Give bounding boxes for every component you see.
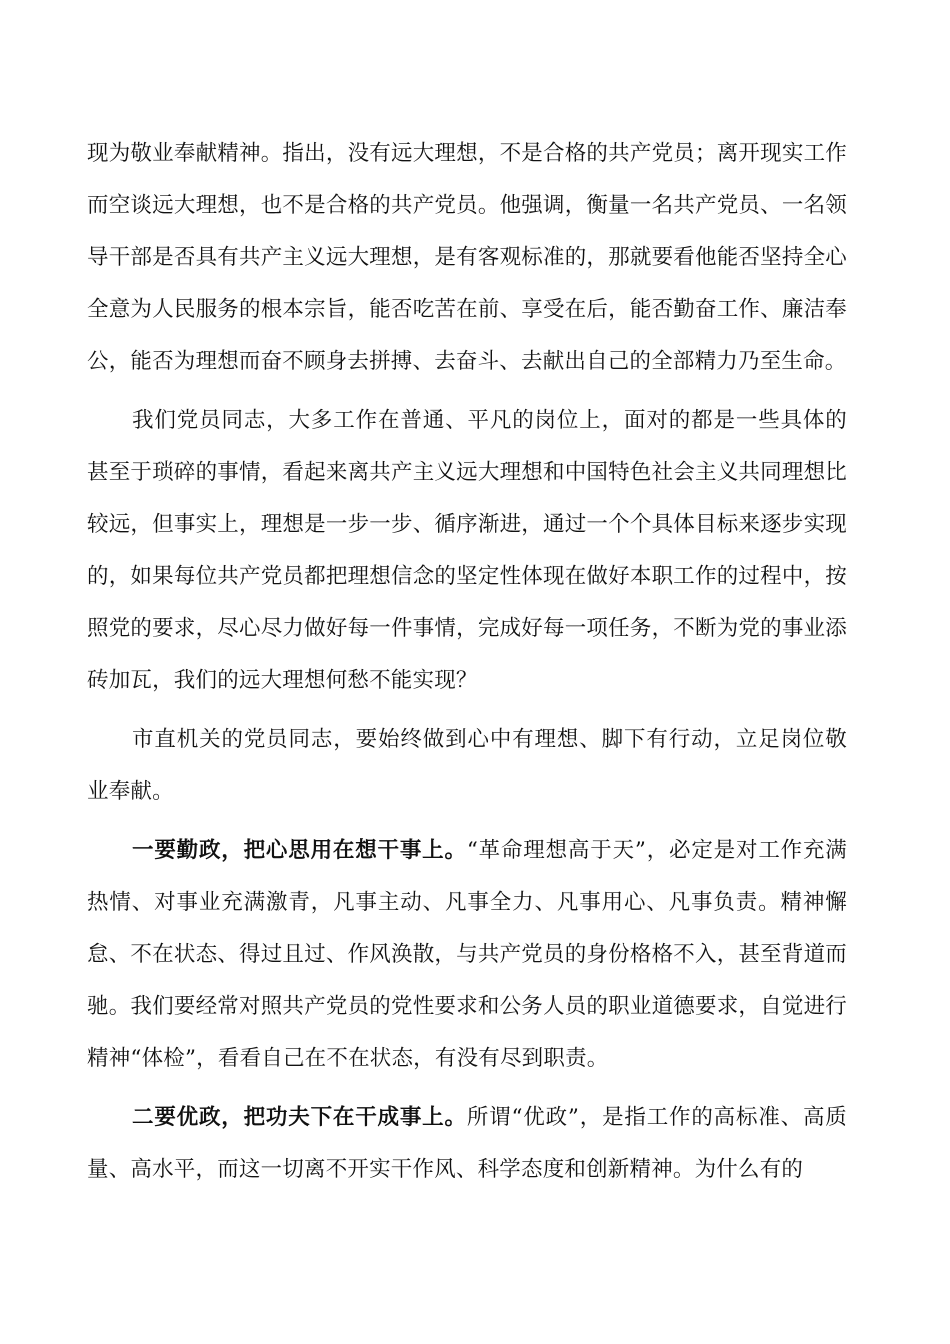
paragraph-4: [87, 825, 847, 1085]
paragraph-2: [87, 395, 847, 707]
paragraph-5-text: 所谓“优政”，是指工作的高标准、高质量、高水平，而这一切离不开实干作风、科学态度和创新精神。为什么有的: [87, 1105, 847, 1182]
paragraph-3: [87, 714, 847, 818]
paragraph-1-text: 现为敬业奉献精神。指出，没有远大理想，不是合格的共产党员；离开现实工作而空谈远大理想，也不是合格的共产党员。他强调，衡量一名共产党员、一名领导干部是否具有共产主义远大理想，是有客观标准的，那就要看他能否坚持全心全意为人民服务的根本宗旨，能否吃苦在前、享受在后，能否勤奋工作、廉洁奉公，能否为理想而奋不顾身去拼搏、去奋斗、去献出自己的全部精力乃至生命。: [87, 141, 847, 374]
paragraph-1: [87, 128, 847, 388]
paragraph-4-heading: 一要勤政，把心思用在想干事上。: [132, 838, 467, 863]
document-body: [87, 128, 847, 1203]
paragraph-2-text: 我们党员同志，大多工作在普通、平凡的岗位上，面对的都是一些具体的甚至于琐碎的事情，看起来离共产主义远大理想和中国特色社会主义共同理想比较远，但事实上，理想是一步一步、循序渐进，通过一个个具体目标来逐步实现的，如果每位共产党员都把理想信念的坚定性体现在做好本职工作的过程中，按照党的要求，尽心尽力做好每一件事情，完成好每一项任务，不断为党的事业添砖加瓦，我们的远大理想何愁不能实现？: [87, 408, 847, 693]
paragraph-5-heading: 二要优政，把功夫下在干成事上。: [132, 1105, 467, 1130]
paragraph-5: [87, 1092, 847, 1196]
paragraph-4-text: “革命理想高于天”，必定是对工作充满热情、对事业充满激青，凡事主动、凡事全力、凡事用心、凡事负责。精神懈怠、不在状态、得过且过、作风涣散，与共产党员的身份格格不入，甚至背道而驰。我们要经常对照共产党员的党性要求和公务人员的职业道德要求，自觉进行精神“体检”，看看自己在不在状态，有没有尽到职责。: [87, 838, 847, 1071]
paragraph-3-text: 市直机关的党员同志，要始终做到心中有理想、脚下有行动，立足岗位敬业奉献。: [87, 727, 847, 804]
